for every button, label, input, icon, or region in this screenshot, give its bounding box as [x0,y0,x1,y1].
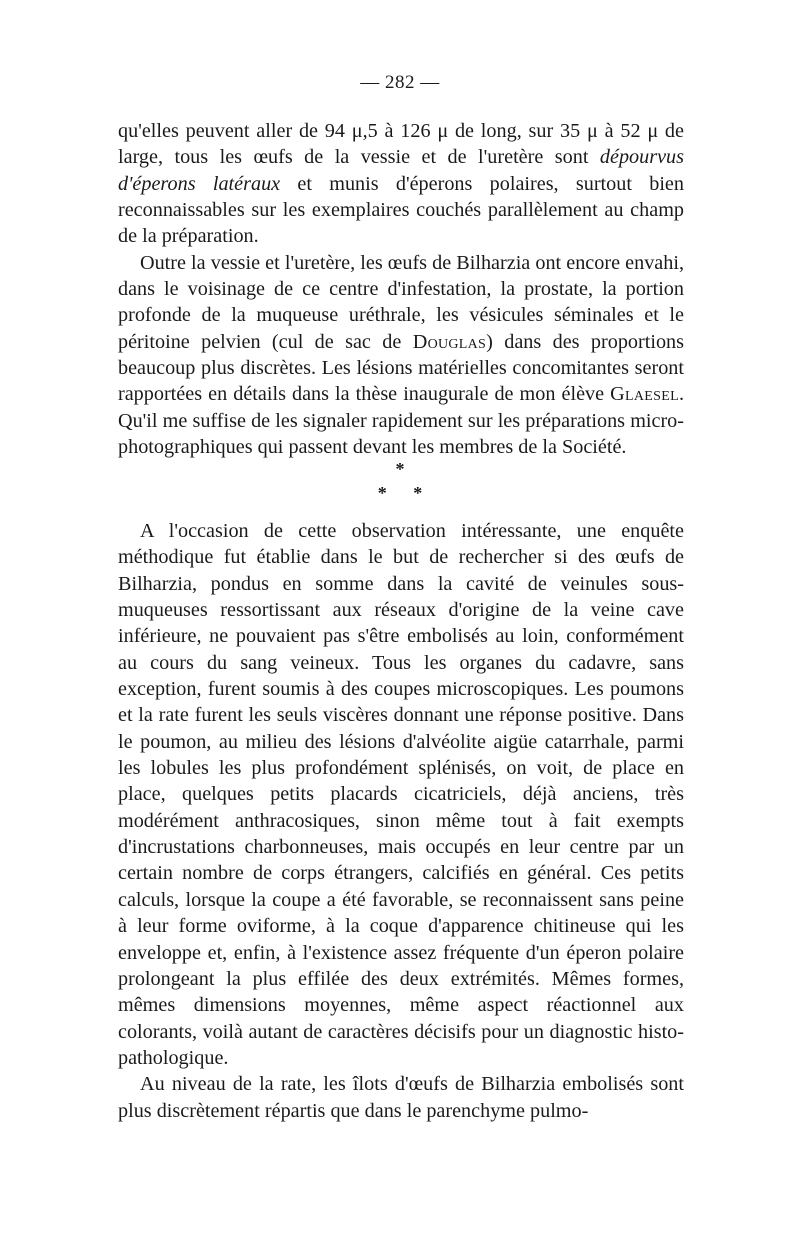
paragraph-eggs-description [118,118,684,250]
paragraph-infestation [118,250,684,461]
page-number: — 282 — [360,72,440,93]
paragraph-1-text-a: qu'elles peuvent aller de 94 μ,5 à 126 μ de long, sur 35 μ à 52 μ de large, tous les œufs de la vessie et de l'uretère sont [118,120,684,169]
asterism-bottom: * * [377,483,423,503]
text-section-2 [118,518,684,1124]
name-glaesel: Glaesel [610,383,679,406]
paragraph-embolism-inquiry: A l'occasion de cette observation intéressante, une enquête méthodique fut établie dans le but de rechercher si des œufs de Bilharzia, pondus en somme dans la cavité de veinules sous-muqueuses ressortissant aux réseaux d'origine de la veine cave inférieure, ne pouvaient pas s'être embolisés au loin, conformément au cours du sang veineux. Tous les organes du cadavre, sans exception, furent soumis à des coupes microscopiques. Les poumons et la rate furent les seuls viscères donnant une réponse positive. Dans le poumon, au milieu des lésions d'alvéolite aigüe catarrhale, parmi les lobules les plus profondément splénisés, on voit, de place en place, quelques petits placards cicatriciels, déjà anciens, très modérément anthracosiques, sinon même tout à fait exempts d'incrustations charbonneuses, mais occupés en leur centre par un certain nombre de corps étrangers, calcifiés en général. Ces petits calculs, lorsque la coupe a été favorable, se reconnaissent sans peine à leur forme oviforme, à la coque d'apparence chitineuse qui les enveloppe et, enfin, à l'existence assez fréquente d'un éperon polaire prolongeant la plus effilée des deux extrémités. Mêmes formes, mêmes dimensions moyennes, même aspect réactionnel aux colorants, voilà autant de caractères décisifs pour un diagnostic histo-pathologique. [118,520,684,1069]
paragraph-2-text-a: Outre la vessie et l'uretère, les œufs de Bilharzia ont encore envahi, dans le voisinage de ce centre d'infestation, la prostate, la portion profonde de la muqueuse uréthrale, les vésicules séminales et le péritoine pelvien (cul de sac de [118,251,684,353]
paragraph-2-text-b: ) dans des proportions beaucoup plus discrètes. Les lésions matérielles concomitantes seront rapportées en détails dans la thèse inaugurale de mon élève [118,330,684,406]
paragraph-2-text-c: . Qu'il me suffise de les signaler rapidement sur les préparations micro-photographiques qui passent devant les membres de la Société. [118,383,684,459]
emphasis-lateral-spurs: dépourvus d'éperons latéraux [118,146,684,195]
text-section-1 [118,118,684,460]
paragraph-spleen: Au niveau de la rate, les îlots d'œufs de Bilharzia embolisés sont plus discrètement répartis que dans le parenchyme pulmo- [118,1073,684,1122]
asterism-top: * [395,459,405,479]
name-douglas: Douglas [412,330,487,353]
paragraph-1-text-b: et munis d'éperons polaires, surtout bien reconnaissables sur les exemplaires couchés parallèlement au champ de la préparation. [118,172,684,248]
